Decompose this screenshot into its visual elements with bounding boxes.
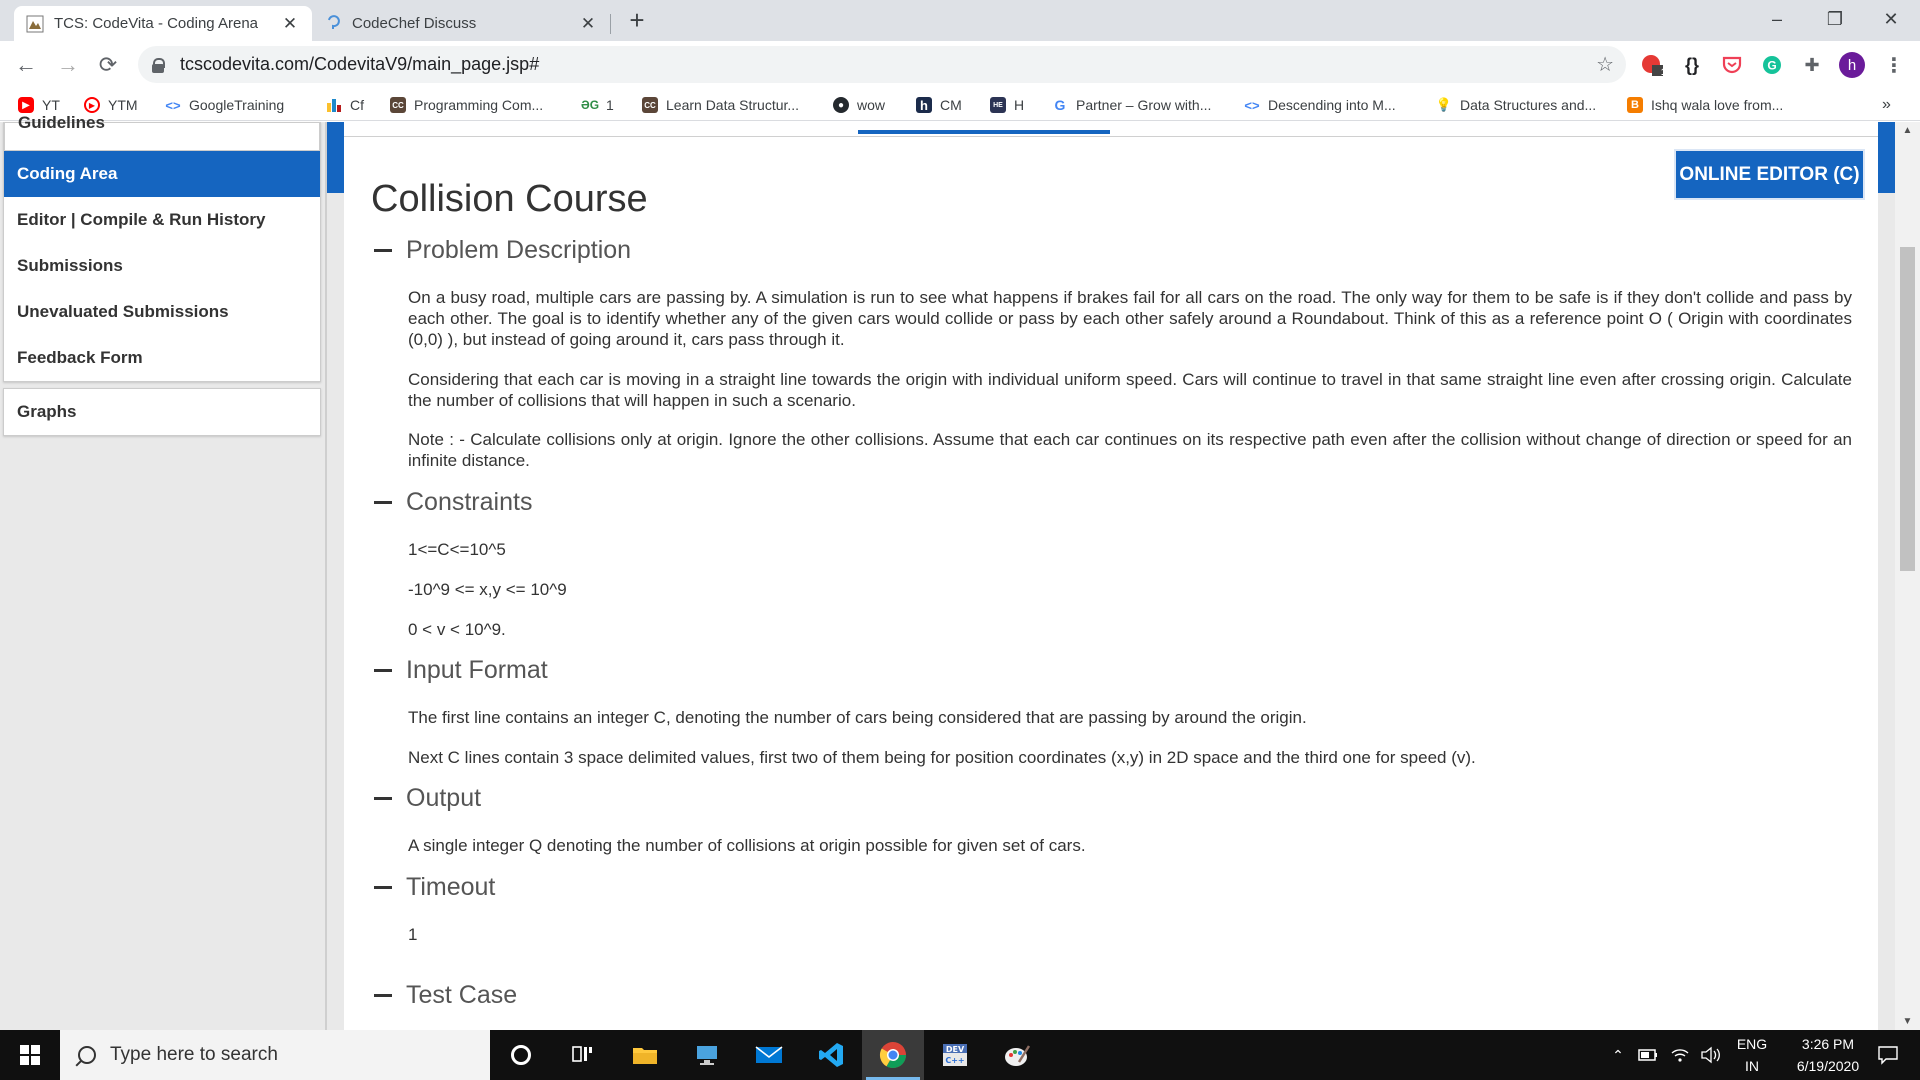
hackerearth-icon: HE (990, 97, 1006, 113)
section-heading: Problem Description (406, 236, 632, 264)
tab-title: CodeChef Discuss (352, 15, 477, 32)
bookmark-label: CM (940, 97, 962, 113)
extension-grammarly-icon[interactable] (1758, 51, 1786, 79)
extension-json-icon[interactable]: {} (1684, 54, 1699, 75)
clock-date: 6/19/2020 (1796, 1058, 1860, 1074)
bookmark-h[interactable] (990, 93, 1024, 117)
input-format-paragraph: The first line contains an integer C, denoting the number of cars being considered that are passing by around the origin. (408, 708, 1307, 727)
close-window-button[interactable]: ✕ (1883, 9, 1899, 29)
page-viewport (0, 113, 1920, 1030)
section-heading: Timeout (406, 873, 496, 901)
lock-icon (152, 58, 164, 72)
bookmark-gfg[interactable] (582, 93, 614, 117)
sidebar-graphs-group (3, 388, 321, 436)
page-scrollbar[interactable] (1895, 122, 1920, 1030)
codevita-favicon-icon (26, 15, 44, 33)
blogger-icon: B (1627, 97, 1643, 113)
sidebar-item-label: Guidelines (18, 113, 105, 132)
header-accent-right (1878, 122, 1895, 193)
chrome-icon[interactable] (862, 1030, 924, 1080)
section-toggle-output[interactable] (374, 784, 481, 813)
tab-close-icon[interactable]: ✕ (282, 13, 298, 33)
tab-title: TCS: CodeVita - Coding Arena (54, 15, 259, 32)
hackerrank-icon: h (916, 97, 932, 113)
google-icon: G (1054, 97, 1066, 113)
tabs-divider (344, 136, 1878, 137)
bookmark-data-structures[interactable] (1436, 93, 1596, 117)
section-toggle-test-case[interactable] (374, 981, 517, 1010)
search-icon (78, 1046, 96, 1064)
forward-arrow-icon: → (57, 52, 79, 77)
language-code: ENG (1736, 1036, 1768, 1052)
url-text: tcscodevita.com/CodevitaV9/main_page.jsp# (180, 54, 540, 74)
github-icon: ● (833, 97, 849, 113)
browser-toolbar (0, 41, 1920, 89)
geeksforgeeks-icon: ƏG (580, 98, 600, 112)
minimize-button[interactable]: – (1771, 9, 1782, 29)
sidebar-menu (3, 113, 321, 382)
svg-text:C++: C++ (945, 1056, 965, 1065)
wifi-icon[interactable] (1668, 1030, 1692, 1080)
forward-button[interactable] (52, 49, 84, 81)
bookmark-label: wow (857, 97, 886, 113)
task-view-icon[interactable] (552, 1030, 614, 1080)
bookmark-partner-grow[interactable] (1052, 93, 1211, 117)
bookmark-label: Learn Data Structur... (666, 97, 800, 113)
new-tab-button[interactable]: + (629, 5, 645, 35)
bookmark-programming-com[interactable] (390, 93, 543, 117)
description-paragraph: On a busy road, multiple cars are passing by. A simulation is run to see what happens if brakes fail for all cars on the road. The only way for them to be safe is if they don't collide and pass by each other. The goal is to identify whether any of the given cars would collide or pass by each other safely around a Roundabout. Think of this as a reference point O ( Origin with coordinates (0,0) ), but instead of going around it, cars pass through it. (408, 288, 1852, 349)
taskbar-search-box[interactable] (60, 1030, 490, 1080)
code-brackets-icon: <> (165, 97, 181, 113)
header-accent-left (327, 122, 344, 193)
sidebar-item-unevaluated-submissions[interactable]: Unevaluated Submissions (17, 302, 229, 321)
computer-icon[interactable] (676, 1030, 738, 1080)
tab-close-icon[interactable]: ✕ (580, 13, 596, 33)
battery-icon[interactable] (1636, 1030, 1660, 1080)
youtube-icon: ▶ (18, 97, 34, 113)
collapse-dash-icon (374, 886, 392, 889)
profile-avatar[interactable] (1838, 51, 1866, 79)
problem-title: Collision Course (371, 178, 648, 220)
codeforces-icon (326, 97, 342, 113)
scroll-up-arrow-icon[interactable]: ▲ (1902, 125, 1913, 136)
input-format-paragraph: Next C lines contain 3 space delimited values, first two of them being for position coordinates (x,y) in 2D space and the third one for speed (v). (408, 748, 1476, 767)
bookmarks-overflow-button[interactable]: » (1882, 96, 1891, 113)
windows-taskbar (0, 1030, 1920, 1080)
bookmark-star-icon[interactable]: ☆ (1596, 54, 1614, 76)
active-tab-indicator (858, 130, 1110, 134)
constraint-line: 0 < v < 10^9. (408, 620, 506, 639)
tray-overflow-icon[interactable]: ⌃ (1612, 1046, 1624, 1063)
search-placeholder: Type here to search (110, 1044, 278, 1065)
code-brackets-icon: <> (1244, 97, 1260, 113)
sidebar-item-editor-history[interactable]: Editor | Compile & Run History (17, 210, 266, 229)
timeout-value: 1 (408, 925, 418, 944)
reload-icon: ⟳ (98, 52, 118, 77)
codechef-icon: CC (642, 97, 658, 113)
bookmark-label: YT (42, 97, 60, 113)
bookmark-descending-into[interactable] (1244, 93, 1396, 117)
bookmark-label: Ishq wala love from... (1651, 97, 1784, 113)
collapse-dash-icon (374, 994, 392, 997)
clock[interactable] (1780, 1030, 1876, 1080)
tab-codevita[interactable] (14, 6, 312, 41)
scrollbar-thumb[interactable] (1900, 247, 1915, 571)
restore-button[interactable]: ❐ (1826, 9, 1844, 29)
extension-adblock-icon[interactable] (1638, 51, 1666, 79)
codechef-icon: CC (390, 97, 406, 113)
collapse-dash-icon (374, 249, 392, 252)
cortana-icon[interactable] (490, 1030, 552, 1080)
bookmark-label: H (1014, 97, 1025, 113)
bookmarks-bar (0, 89, 1920, 121)
sidebar-item-graphs[interactable]: Graphs (17, 402, 77, 421)
constraint-line: 1<=C<=10^5 (408, 540, 506, 559)
sidebar (3, 113, 321, 436)
bookmark-learn-data-structures[interactable] (642, 93, 799, 117)
notifications-icon[interactable] (1868, 1030, 1908, 1080)
online-editor-button[interactable]: ONLINE EDITOR (C) (1674, 149, 1865, 200)
bookmark-cm[interactable] (916, 93, 962, 117)
bookmark-googletraining[interactable] (165, 93, 284, 117)
bulb-icon: 💡 (1435, 97, 1453, 112)
collapse-dash-icon (374, 501, 392, 504)
sidebar-item-submissions[interactable]: Submissions (17, 256, 123, 275)
back-arrow-icon: ← (15, 52, 37, 77)
bookmark-label: Partner – Grow with... (1076, 97, 1212, 113)
browser-tab-bar (0, 0, 1920, 41)
section-toggle-constraints[interactable] (374, 488, 532, 517)
tab-codechef-discuss[interactable] (312, 6, 610, 41)
back-button[interactable] (10, 49, 42, 81)
start-button[interactable] (0, 1030, 60, 1080)
sidebar-item-coding-area[interactable]: Coding Area (4, 151, 320, 197)
bookmark-wow[interactable] (833, 93, 885, 117)
bookmark-label: GoogleTraining (189, 97, 285, 113)
input-language-indicator[interactable] (1730, 1030, 1774, 1080)
windows-logo-icon (20, 1045, 40, 1065)
bookmark-label: Descending into M... (1268, 97, 1396, 113)
svg-text:G: G (1767, 58, 1777, 73)
paint-icon[interactable] (986, 1030, 1048, 1080)
extension-pocket-icon[interactable] (1718, 51, 1746, 79)
bookmark-label: Data Structures and... (1460, 97, 1597, 113)
mail-icon[interactable] (738, 1030, 800, 1080)
content-left-border (325, 122, 327, 1030)
bookmark-label: 1 (606, 97, 614, 113)
output-paragraph: A single integer Q denoting the number of collisions at origin possible for given set of cars. (408, 836, 1086, 855)
vscode-icon[interactable] (800, 1030, 862, 1080)
bookmark-label: Cf (350, 97, 364, 113)
bookmark-ishq-wala[interactable] (1627, 93, 1783, 117)
devcpp-icon[interactable] (924, 1030, 986, 1080)
section-toggle-description[interactable] (374, 236, 631, 265)
section-heading: Input Format (406, 656, 548, 684)
browser-menu-icon[interactable]: ⋮ (1884, 54, 1904, 77)
reload-button[interactable] (92, 49, 124, 81)
content-right-gutter (1878, 193, 1895, 1030)
extension-badge: 1 (1660, 67, 1666, 77)
section-heading: Output (406, 784, 482, 812)
file-explorer-icon[interactable] (614, 1030, 676, 1080)
bookmark-label: Programming Com... (414, 97, 544, 113)
description-note: Note : - Calculate collisions only at origin. Ignore the other collisions. Assume that each car continues on its respective path even after the collision without change of direction or speed for an infinite distance. (408, 430, 1852, 470)
volume-icon[interactable] (1698, 1030, 1724, 1080)
codechef-discuss-favicon-icon (324, 15, 342, 33)
bookmark-label: YTM (108, 97, 138, 113)
section-heading: Test Case (406, 981, 518, 1009)
svg-text:DEV: DEV (945, 1045, 965, 1054)
region-code: IN (1745, 1058, 1759, 1074)
bookmark-cf[interactable] (326, 93, 364, 117)
sidebar-item-guidelines[interactable] (4, 113, 320, 151)
profile-initial: h (1839, 52, 1865, 78)
collapse-dash-icon (374, 797, 392, 800)
collapse-dash-icon (374, 669, 392, 672)
description-paragraph: Considering that each car is moving in a straight line towards the origin with individual uniform speed. Cars will continue to travel in that same straight line even after crossing origin. Calculate the number of collisions that will happen in such a scenario. (408, 370, 1852, 410)
section-toggle-input-format[interactable] (374, 656, 548, 685)
section-heading: Constraints (406, 488, 533, 516)
clock-time: 3:26 PM (1801, 1036, 1855, 1052)
tab-divider (610, 14, 611, 34)
sidebar-item-feedback-form[interactable]: Feedback Form (17, 348, 143, 367)
section-toggle-timeout[interactable] (374, 873, 495, 902)
address-bar[interactable] (138, 46, 1626, 83)
constraint-line: -10^9 <= x,y <= 10^9 (408, 580, 567, 599)
youtube-music-icon: ▶ (84, 97, 100, 113)
scroll-down-arrow-icon[interactable]: ▼ (1902, 1016, 1913, 1027)
extensions-puzzle-icon[interactable]: ✚ (1804, 54, 1820, 75)
